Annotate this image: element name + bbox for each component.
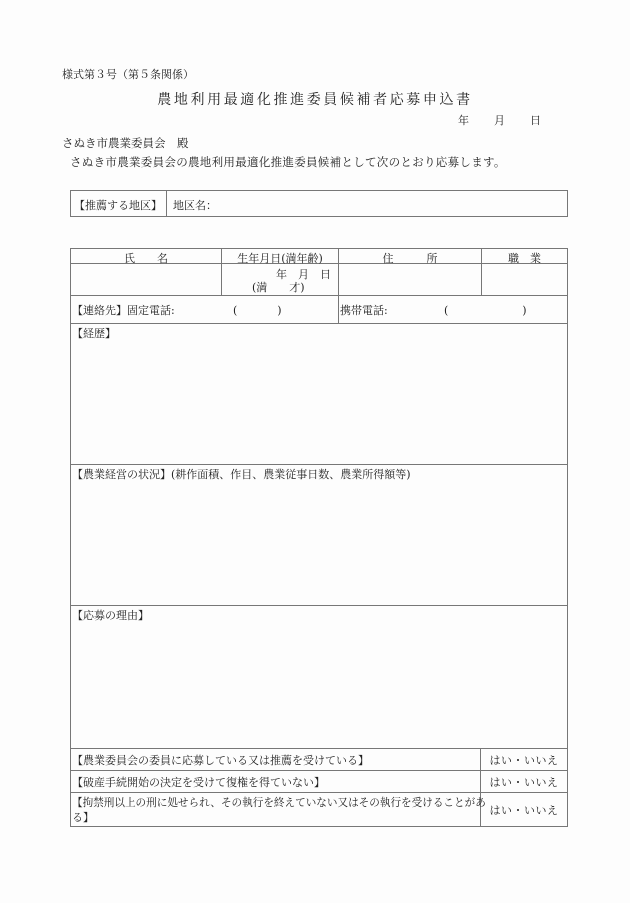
landline-input[interactable]: ( ) [233,304,288,317]
career-label: 【経歴】 [72,327,116,340]
header-birthdate: 生年月日(満年齢) [237,252,323,265]
date-day-label: 日 [530,114,541,127]
date-month-label: 月 [494,114,505,127]
birthdate-ymd[interactable]: 年 月 日 [276,268,331,281]
header-occupation: 職 業 [508,252,541,265]
reason-input[interactable] [72,622,566,746]
name-input[interactable] [72,265,220,294]
farm-management-input[interactable] [72,481,566,603]
district-label: 【推薦する地区】 [74,199,162,212]
question-criminal-text-line2: る】 [72,811,94,824]
addressee: さぬき市農業委員会 殿 [62,136,189,150]
page-title: 農地利用最適化推進委員候補者応募申込書 [157,92,473,108]
date-year-label: 年 [458,114,469,127]
question-committee-answer[interactable]: はい・いいえ [489,754,559,767]
question-committee-text: 【農業委員会の委員に応募している又は推薦を受けている】 [72,754,369,767]
question-criminal-answer[interactable]: はい・いいえ [489,804,559,817]
mobile-input[interactable]: ( ) [444,304,533,317]
question-bankruptcy-answer[interactable]: はい・いいえ [489,776,559,789]
address-input[interactable] [340,265,480,294]
header-name: 氏 名 [124,252,168,265]
question-bankruptcy-text: 【破産手続開始の決定を受けて復権を得ていない】 [72,776,325,789]
contact-mobile-label: 携帯電話: [340,304,388,317]
reason-label: 【応募の理由】 [72,609,149,622]
farm-management-label: 【農業経営の状況】(耕作面積、作目、農業従事日数、農業所得額等) [72,468,411,481]
header-address: 住 所 [382,252,438,265]
intro-text: さぬき市農業委員会の農地利用最適化推進委員候補として次のとおり応募します。 [70,155,506,169]
occupation-input[interactable] [483,265,566,294]
question-criminal-text-line1: 【拘禁刑以上の刑に処せられ、その執行を終えていない又はその執行を受けることがあ [72,797,486,809]
form-number: 様式第３号（第５条関係） [62,68,194,81]
contact-landline-label: 【連絡先】固定電話: [72,304,175,317]
age-field[interactable]: (満 才) [252,281,305,294]
district-name-input[interactable] [215,192,563,214]
career-input[interactable] [72,340,566,462]
district-name-label: 地区名： [173,199,217,212]
